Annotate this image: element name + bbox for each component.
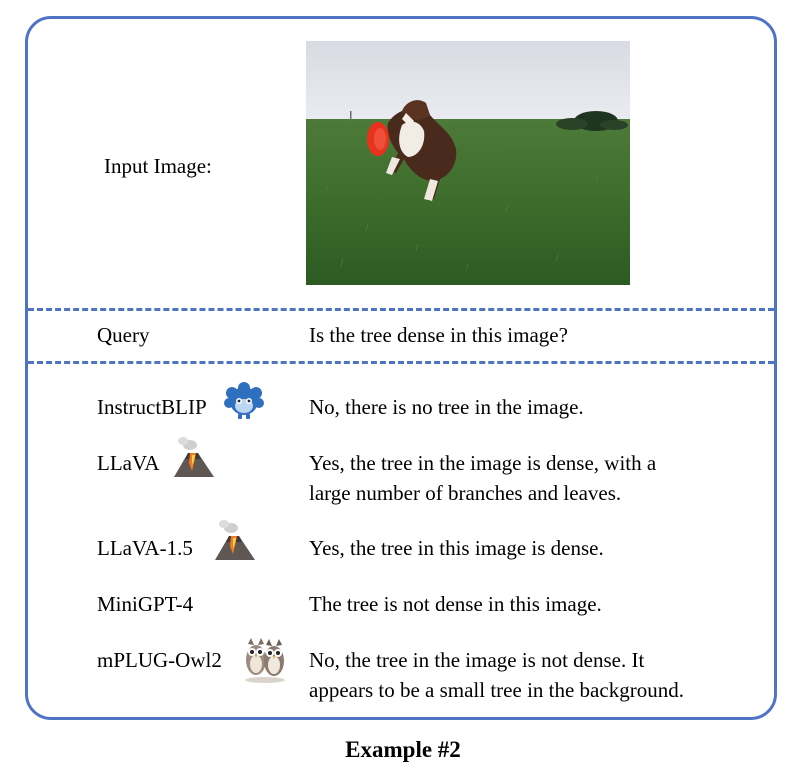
model-name-instructblip: InstructBLIP xyxy=(97,395,207,419)
query-text: Is the tree dense in this image? xyxy=(309,323,568,347)
query-label: Query xyxy=(97,323,150,347)
answer-llava-line1: Yes, the tree in the image is dense, with a xyxy=(309,451,657,475)
instructblip-mascot-icon xyxy=(223,381,265,426)
section-divider-bottom xyxy=(28,361,774,364)
answer-llava-1-5-line1: Yes, the tree in this image is dense. xyxy=(309,536,604,560)
figure-caption: Example #2 xyxy=(345,737,461,762)
answer-minigpt-4-line1: The tree is not dense in this image. xyxy=(309,592,602,616)
input-image xyxy=(306,41,630,285)
dog-frisbee-photo xyxy=(306,41,630,285)
volcano-icon xyxy=(170,435,216,486)
answer-mplug-owl2-line1: No, the tree in the image is not dense. It xyxy=(309,648,645,672)
answer-llava-line2: large number of branches and leaves. xyxy=(309,481,622,505)
model-name-mplug-owl2: mPLUG-Owl2 xyxy=(97,648,222,672)
model-name-minigpt-4: MiniGPT-4 xyxy=(97,592,194,616)
owl-pair-icon xyxy=(242,630,288,689)
answer-instructblip-line1: No, there is no tree in the image. xyxy=(309,395,584,419)
volcano-icon xyxy=(211,518,257,569)
answer-mplug-owl2-line2: appears to be a small tree in the background. xyxy=(309,678,684,702)
model-name-llava: LLaVA xyxy=(97,451,160,475)
input-image-label: Input Image: xyxy=(104,154,212,178)
model-name-llava-1-5: LLaVA-1.5 xyxy=(97,536,193,560)
section-divider-top xyxy=(28,308,774,311)
